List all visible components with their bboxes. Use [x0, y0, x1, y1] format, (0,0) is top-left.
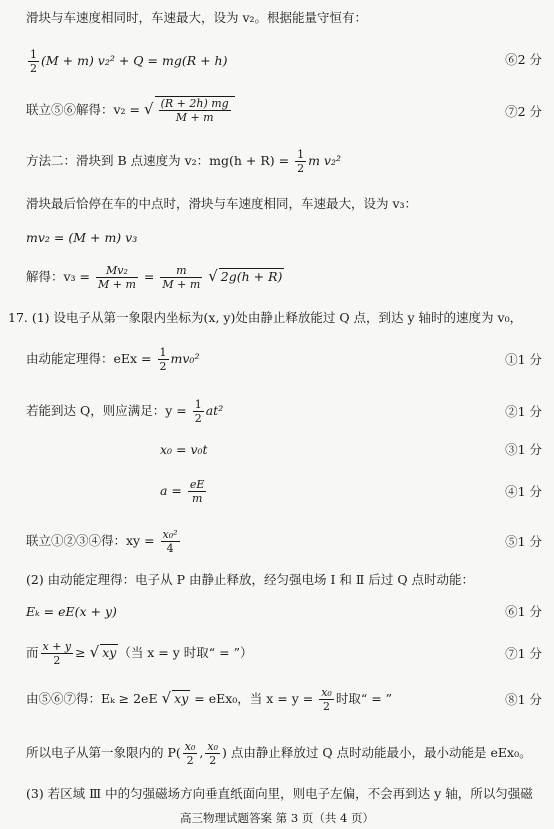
- score-7: ⑦2 分: [505, 104, 542, 119]
- score-8: ⑧1 分: [505, 692, 542, 707]
- equation-7: 联立⑤⑥解得：v₂ = √ $\frac{(R + 2h) mg}{M + m}$: [26, 96, 235, 124]
- minimum-energy: 由⑤⑥⑦得：Eₖ ≥ 2eE √ xy = eEx₀，当 x = y = $\frac{\text{x₀}}{2}$ 时取“ = ”: [26, 686, 393, 713]
- question-17: 17. (1) 设电子从第一象限内坐标为(x, y)处由静止释放能过 Q 点，到达 y 轴时的速度为 v₀，: [8, 310, 523, 325]
- momentum-equation: mv₂ = (M + m) v₃: [26, 230, 138, 245]
- method-2: 方法二：滑块到 B 点速度为 v₂：mg(h + R) = $\frac{1}{2}$ m v₂²: [26, 148, 342, 175]
- ek-equation: Eₖ = eE(x + y): [26, 604, 117, 619]
- equation-6: $\frac{1}{2}$ (M + m) v₂² + Q = mg(R + h): [30, 48, 228, 75]
- inequality: 而 $\frac{x + y}{2}$ ≥ √ xy （当 x = y 时取“ = ”）: [26, 640, 253, 667]
- score-3: ③1 分: [505, 442, 542, 457]
- score-5: ⑤1 分: [505, 534, 542, 549]
- score-4: ④1 分: [505, 484, 542, 499]
- text-line-1: 滑块与车速度相同时，车速最大，设为 v₂。根据能量守恒有：: [26, 10, 368, 25]
- page-footer: 高三物理试题答案 第 3 页（共 4 页）: [180, 811, 374, 825]
- reach-condition: 若能到达 Q，则应满足：y = $\frac{1}{2}$ at²: [26, 398, 224, 425]
- score-1: ①1 分: [505, 352, 542, 367]
- conclusion: 所以电子从第一象限内的 P( $\frac{\text{x₀}}{2}$ , $\frac{\text{x₀}}{2}$ ) 点由静止释放过 Q 点时动能最小，最小动能是 eEx₀。: [26, 740, 532, 767]
- score-6: ⑥2 分: [505, 52, 542, 67]
- solve-v3: 解得：v₃ = $\frac{\text{Mv₂}}{M + m}$ = $\frac{m}{M + m}$ √ 2g(h + R): [26, 264, 283, 291]
- part-2: (2) 由动能定理得：电子从 P 由静止释放，经匀强电场 Ⅰ 和 Ⅱ 后过 Q 点时动能：: [26, 572, 475, 587]
- a-equation: a = $\frac{eE}{m}$: [160, 478, 205, 505]
- text-line-4: 滑块最后恰停在车的中点时，滑块与车速度相同，车速最大，设为 v₃：: [26, 196, 418, 211]
- x0-equation: x₀ = v₀t: [160, 442, 208, 457]
- score-7b: ⑦1 分: [505, 646, 542, 661]
- score-2: ②1 分: [505, 404, 542, 419]
- xy-equation: 联立①②③④得：xy = $\frac{\text{x₀²}}{4}$: [26, 528, 178, 555]
- score-6b: ⑥1 分: [505, 604, 542, 619]
- part-3: (3) 若区域 Ⅲ 中的匀强磁场方向垂直纸面向里，则电子左偏，不会再到达 y 轴，所以匀强磁: [26, 786, 533, 801]
- energy-equation: 由动能定理得：eEx = $\frac{1}{2}$ mv₀²: [26, 346, 200, 373]
- fraction-half: $\frac{1}{2}$: [30, 48, 37, 75]
